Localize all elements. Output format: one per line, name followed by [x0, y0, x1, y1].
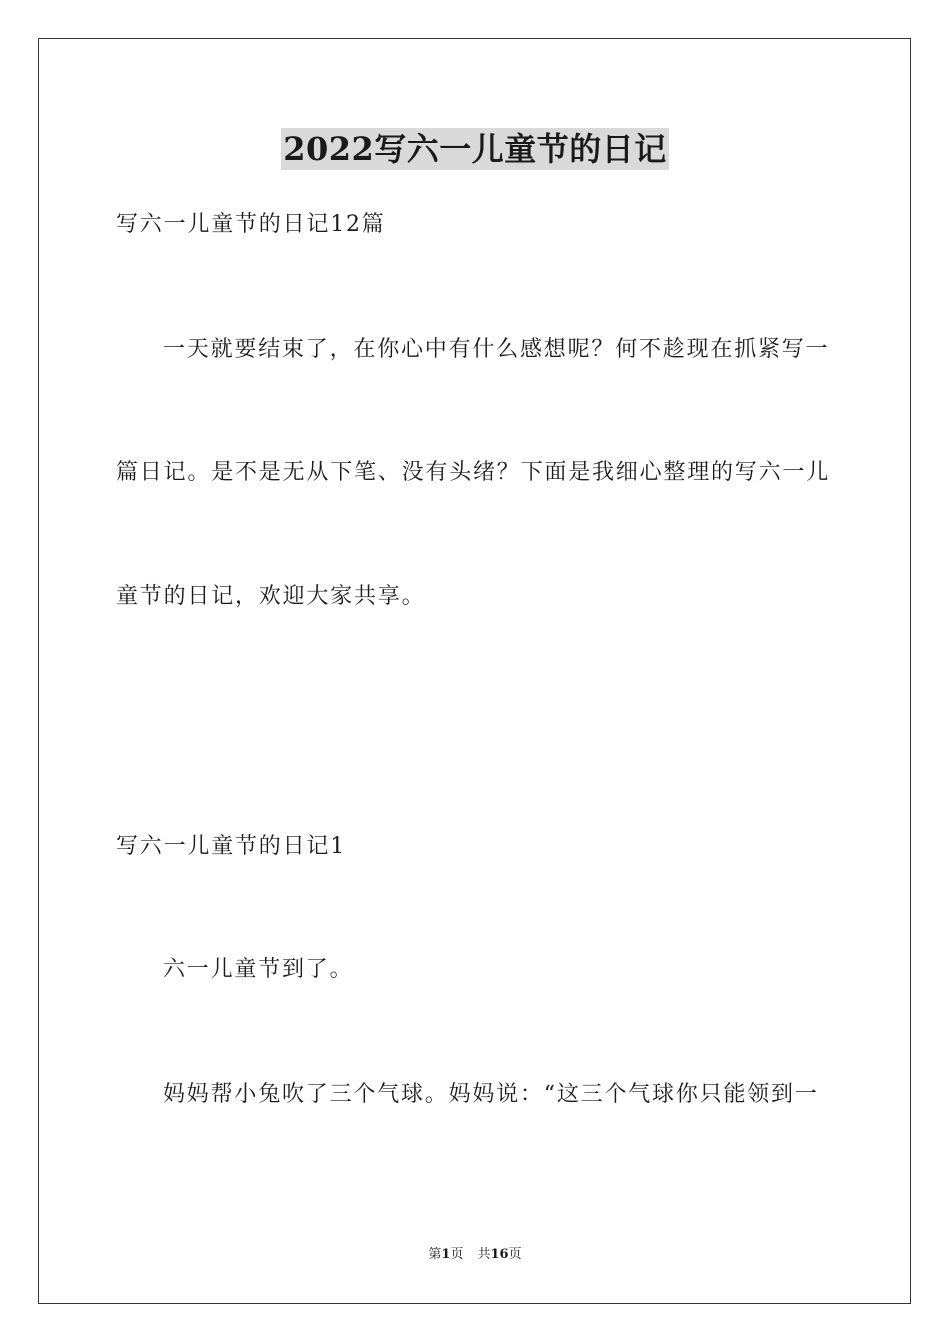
section-paragraph-2: 妈妈帮小兔吹了三个气球。妈妈说：“这三个气球你只能领到一 — [163, 1082, 819, 1107]
document-subtitle: 写六一儿童节的日记12篇 — [116, 212, 386, 237]
intro-line-2: 篇日记。是不是无从下笔、没有头绪？下面是我细心整理的写六一儿 — [116, 460, 831, 485]
intro-line-1: 一天就要结束了，在你心中有什么感想呢？何不趁现在抓紧写一 — [163, 337, 830, 362]
footer-page-suffix: 页 — [450, 1247, 464, 1262]
footer-page-number: 1 — [441, 1247, 451, 1262]
page-footer — [0, 1246, 950, 1264]
section-paragraph-1: 六一儿童节到了。 — [163, 957, 354, 982]
footer-total-prefix: 共 — [477, 1247, 491, 1262]
title-container — [0, 128, 950, 170]
document-title: 2022写六一儿童节的日记 — [283, 130, 667, 168]
footer-page-prefix: 第 — [428, 1247, 442, 1262]
footer-total-suffix: 页 — [508, 1247, 522, 1262]
footer-total-pages: 16 — [490, 1247, 509, 1262]
intro-line-3: 童节的日记，欢迎大家共享。 — [116, 584, 426, 609]
section-heading: 写六一儿童节的日记1 — [116, 834, 346, 859]
